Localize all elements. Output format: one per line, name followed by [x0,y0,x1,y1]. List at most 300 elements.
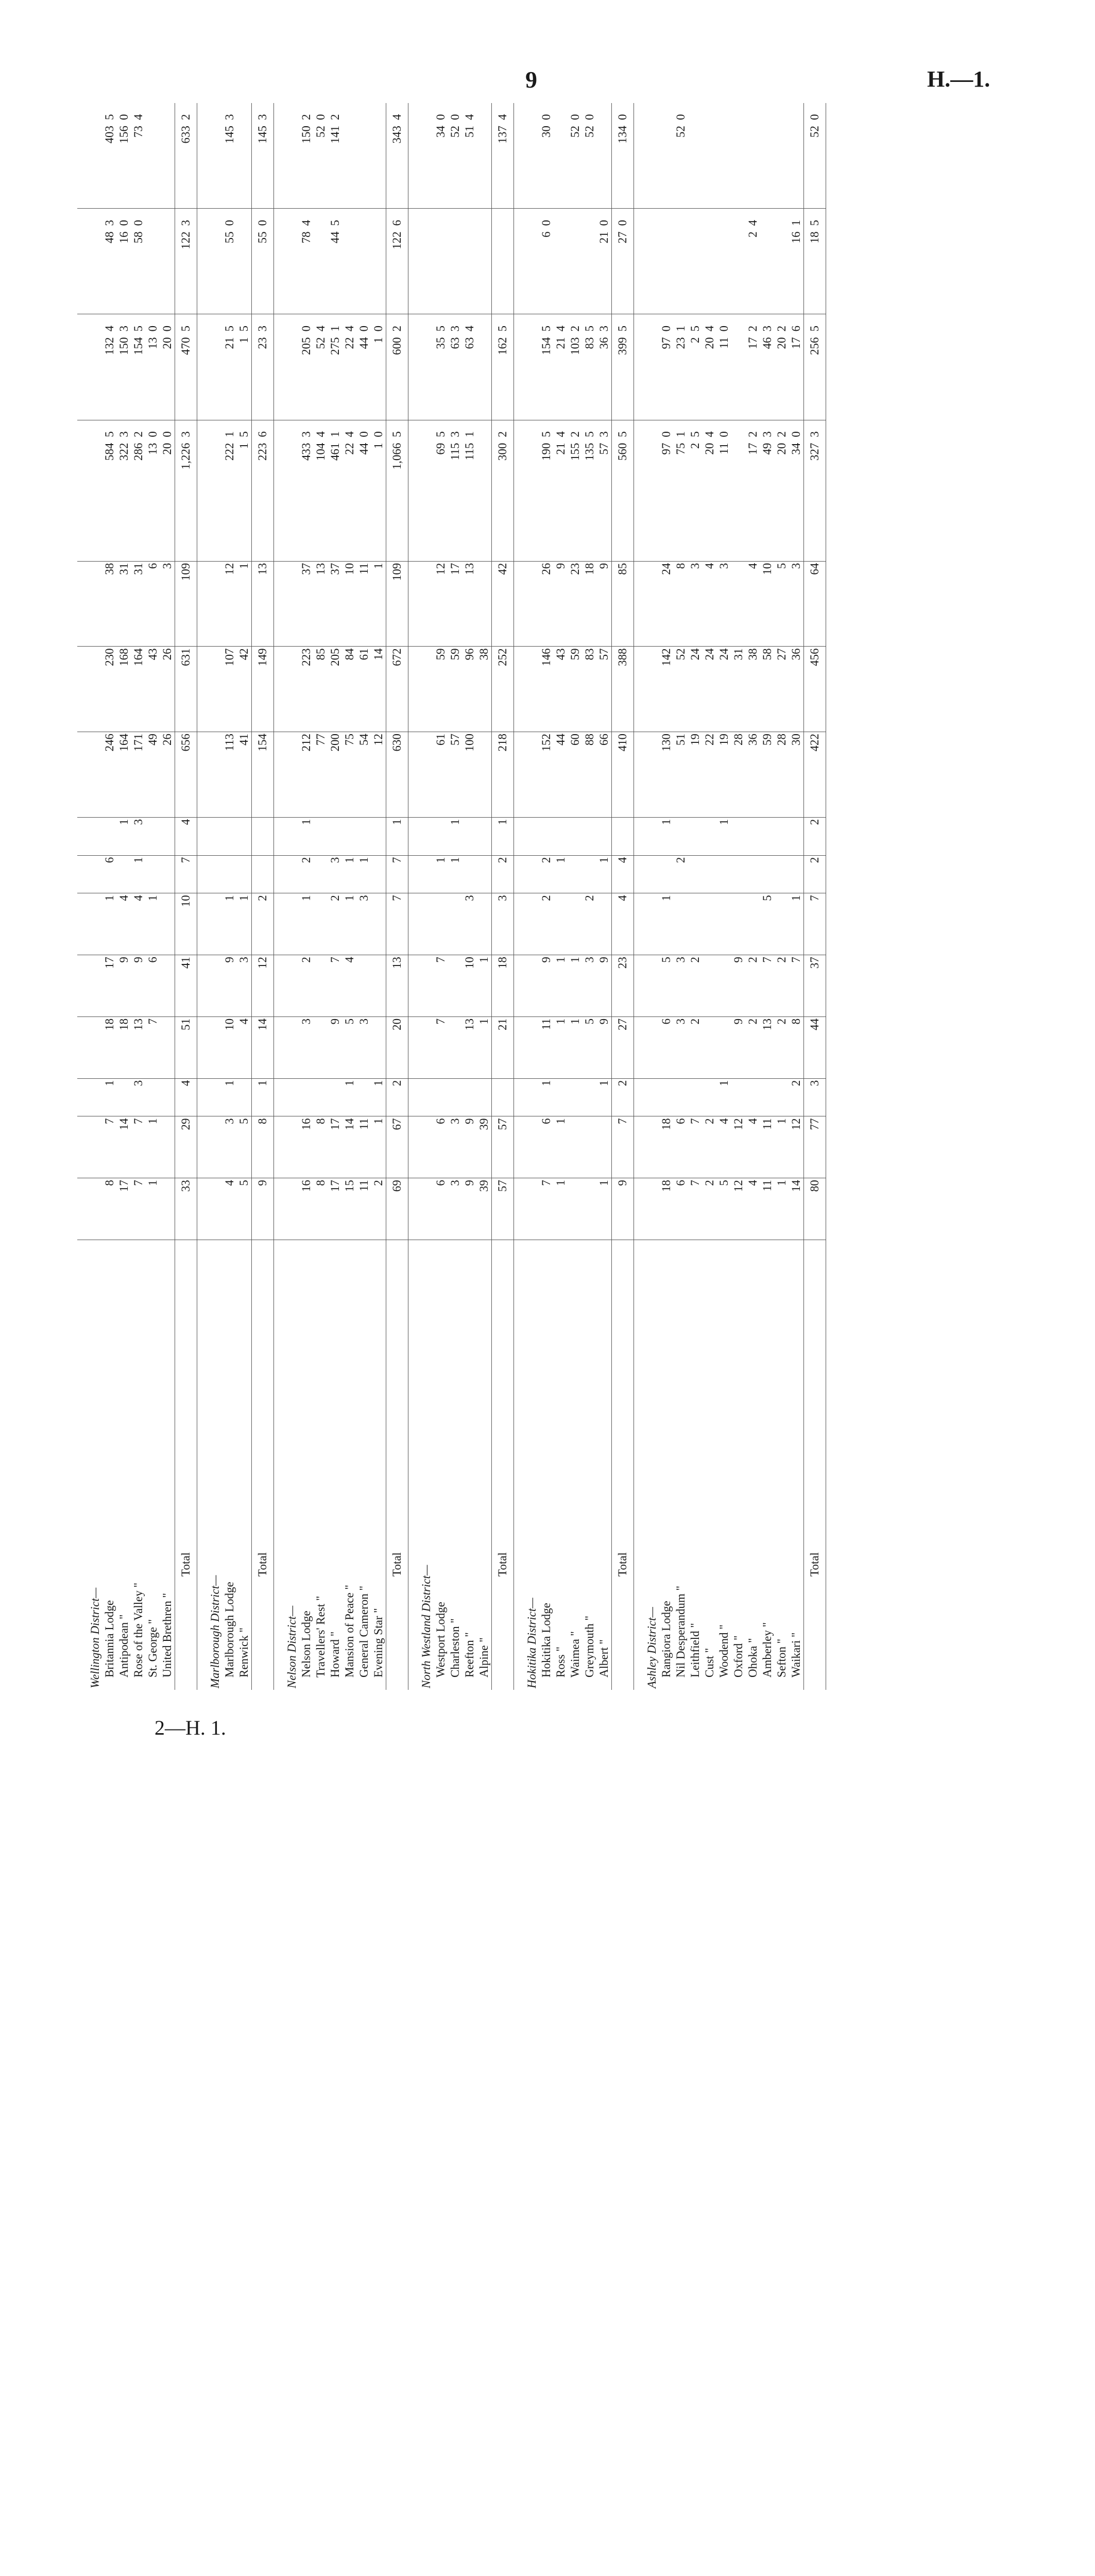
cell-col-1: 1 [597,1178,612,1240]
cell-col-12: 20 [775,442,789,562]
cell-col-19: 0 [569,114,581,120]
cell-col-15: 4 [703,326,716,332]
cell-col-19: 0 [674,114,687,120]
cell-col-16 [197,230,223,314]
cell-col-19 [597,103,612,124]
total-row [612,103,634,1690]
cell-col-12: 327 [804,442,826,562]
lodge-row [434,103,448,1690]
cell-col-2 [408,1116,434,1178]
cell-col-5: 9 [117,955,131,1017]
cell-col-7 [237,855,252,893]
cell-col-4: 1 [554,1016,568,1078]
lodge-row [146,103,160,1690]
cell-col-3 [514,1078,540,1116]
cell-col-11 [634,561,660,647]
lodge-row [131,103,146,1690]
cell-col-11: 6 [146,561,160,647]
cell-col-15: 5 [583,326,596,332]
cell-col-6: 1 [343,893,357,955]
cell-col-16 [463,230,477,314]
cell-col-18: 343 [386,124,408,209]
district-name: Wellington District— [77,1240,102,1690]
cell-col-11 [274,561,300,647]
cell-col-2: 16 [299,1116,314,1178]
cell-col-6 [77,893,102,955]
cell-col-1: 16 [299,1178,314,1240]
cell-col-12: 155 [568,442,583,562]
cell-col-5: 3 [237,955,252,1017]
cell-col-7: 7 [386,855,408,893]
cell-col-14: 46 [760,336,775,420]
cell-col-4 [448,1016,463,1078]
cell-col-9 [634,732,660,818]
total-row [804,103,826,1690]
cell-col-15 [731,314,746,336]
cell-col-12 [514,442,540,562]
cell-col-7: 2 [299,855,314,893]
cell-col-13: 2 [775,431,788,437]
cell-col-14: 275 [328,336,343,420]
cell-col-16: 122 [386,230,408,314]
cell-col-15: 5 [223,326,236,332]
cell-col-16 [160,230,175,314]
cell-col-9: 77 [314,732,328,818]
cell-col-12: 75 [674,442,688,562]
cell-col-5: 2 [688,955,703,1017]
cell-col-1: 9 [463,1178,477,1240]
cell-col-9: 152 [539,732,554,818]
cell-col-10: 672 [386,647,408,732]
lodge-name: Ohoka " [746,1240,760,1690]
cell-col-13: 1 [463,431,476,437]
cell-col-16: 78 [299,230,314,314]
cell-col-18 [514,124,540,209]
lodge-row [117,103,131,1690]
cell-col-13: 5 [237,431,250,437]
cell-col-10: 146 [539,647,554,732]
cell-col-13: 3 [175,420,197,442]
cell-col-16 [408,230,434,314]
cell-col-2: 18 [659,1116,674,1178]
cell-col-9: 12 [371,732,386,818]
cell-col-18: 52 [448,124,463,209]
cell-col-15: 4 [554,326,567,332]
cell-col-2: 29 [175,1116,197,1178]
cell-col-13 [408,420,434,442]
lodge-row [674,103,688,1690]
cell-col-2: 7 [688,1116,703,1178]
cell-col-2: 7 [131,1116,146,1178]
cell-col-3 [117,1078,131,1116]
cell-col-19: 0 [117,114,130,120]
cell-col-18 [371,124,386,209]
cell-col-6: 10 [175,893,197,955]
cell-col-14: 103 [568,336,583,420]
cell-col-11: 13 [252,561,274,647]
cell-col-10: 43 [146,647,160,732]
cell-col-14: 23 [252,336,274,420]
cell-col-14: 150 [117,336,131,420]
cell-col-15: 5 [612,314,634,336]
cell-col-6 [314,893,328,955]
cell-col-5: 1 [477,955,492,1017]
lodge-row [448,103,463,1690]
cell-col-19 [703,103,717,124]
cell-col-15: 6 [790,326,802,332]
cell-col-11: 3 [717,561,731,647]
cell-col-17 [197,209,223,230]
cell-col-13: 5 [386,420,408,442]
cell-col-11: 23 [568,561,583,647]
cell-col-6 [674,893,688,955]
cell-col-6 [634,893,660,955]
cell-col-8 [146,817,160,855]
cell-col-7: 1 [357,855,371,893]
cell-col-19 [160,103,175,124]
cell-col-8 [731,817,746,855]
cell-col-10: 205 [328,647,343,732]
cell-col-17: 0 [612,209,634,230]
cell-col-11 [514,561,540,647]
cell-col-3 [146,1078,160,1116]
cell-col-6 [703,893,717,955]
cell-col-5: 12 [252,955,274,1017]
cell-col-16 [146,230,160,314]
cell-col-18 [554,124,568,209]
cell-col-11: 5 [775,561,789,647]
cell-col-11: 24 [659,561,674,647]
cell-col-11: 1 [237,561,252,647]
cell-col-2: 7 [102,1116,117,1178]
cell-col-9: 49 [146,732,160,818]
lodge-row [299,103,314,1690]
cell-col-18 [634,124,660,209]
cell-col-1: 6 [674,1178,688,1240]
cell-col-18 [717,124,731,209]
cell-col-7: 2 [539,855,554,893]
cell-col-18 [703,124,717,209]
cell-col-14 [408,336,434,420]
cell-col-9: 212 [299,732,314,818]
cell-col-1: 1 [554,1178,568,1240]
cell-col-6: 2 [252,893,274,955]
cell-col-1: 17 [117,1178,131,1240]
cell-col-10 [77,647,102,732]
cell-col-4: 11 [539,1016,554,1078]
cell-col-17 [343,209,357,230]
lodge-name: United Brethren " [160,1240,175,1690]
cell-col-9: 19 [688,732,703,818]
cell-col-9: 66 [597,732,612,818]
cell-col-6 [371,893,386,955]
cell-col-1: 4 [746,1178,760,1240]
cell-col-1 [568,1178,583,1240]
cell-col-15: 5 [175,314,197,336]
cell-col-15: 2 [775,326,788,332]
cell-col-2 [77,1116,102,1178]
cell-col-2: 14 [117,1116,131,1178]
rotated-table-container [77,114,1095,2576]
cell-col-8 [634,817,660,855]
cell-col-15: 1 [674,326,687,332]
cell-col-13: 2 [492,420,514,442]
cell-col-13: 0 [790,431,802,437]
cell-col-17: 4 [300,219,313,226]
cell-col-11: 3 [789,561,804,647]
cell-col-16 [237,230,252,314]
cell-col-3 [328,1078,343,1116]
cell-col-4: 14 [252,1016,274,1078]
lodge-row [160,103,175,1690]
cell-col-5: 2 [299,955,314,1017]
cell-col-1: 8 [314,1178,328,1240]
cell-col-16 [274,230,300,314]
cell-col-6: 1 [146,893,160,955]
cell-col-7: 4 [612,855,634,893]
cell-col-11: 42 [492,561,514,647]
cell-col-19: 0 [583,114,596,120]
cell-col-8 [274,817,300,855]
cell-col-17: 0 [252,209,274,230]
cell-col-6 [688,893,703,955]
cell-col-1: 9 [252,1178,274,1240]
cell-col-9: 44 [554,732,568,818]
cell-col-14: 21 [554,336,568,420]
cell-col-19: 0 [804,103,826,124]
cell-col-17 [77,209,102,230]
cell-col-8: 4 [175,817,197,855]
cell-col-2: 9 [463,1116,477,1178]
cell-col-15: 4 [103,326,116,332]
cell-col-17: 5 [804,209,826,230]
cell-col-4: 9 [597,1016,612,1078]
cell-col-16 [434,230,448,314]
footer-signature: 2—H. 1. [155,1716,226,1739]
cell-col-2: 12 [789,1116,804,1178]
cell-col-12 [274,442,300,562]
cell-col-5 [197,955,223,1017]
cell-col-13: 0 [146,431,159,437]
lodge-row [703,103,717,1690]
cell-col-8 [760,817,775,855]
cell-col-6: 1 [237,893,252,955]
cell-col-3 [703,1078,717,1116]
cell-col-17: 0 [117,219,130,226]
cell-col-13: 1 [674,431,687,437]
lodge-row [583,103,597,1690]
cell-col-14: 20 [703,336,717,420]
cell-col-18 [274,124,300,209]
cell-col-9: 60 [568,732,583,818]
cell-col-7 [408,855,434,893]
cell-col-10 [274,647,300,732]
lodge-row [328,103,343,1690]
cell-col-14 [634,336,660,420]
cell-col-2: 39 [477,1116,492,1178]
lodge-name: Britannia Lodge [102,1240,117,1690]
cell-col-3 [554,1078,568,1116]
cell-col-7 [463,855,477,893]
cell-col-6 [568,893,583,955]
cell-col-11: 3 [160,561,175,647]
cell-col-8 [252,817,274,855]
cell-col-18: 141 [328,124,343,209]
lodge-row [775,103,789,1690]
cell-col-19 [274,103,300,124]
cell-col-3 [775,1078,789,1116]
cell-col-15: 2 [386,314,408,336]
cell-col-4: 13 [131,1016,146,1078]
lodge-row [237,103,252,1690]
lodge-name: Reefton " [463,1240,477,1690]
cell-col-8 [703,817,717,855]
cell-col-6: 2 [328,893,343,955]
cell-col-6 [746,893,760,955]
cell-col-13: 4 [314,431,327,437]
cell-col-16: 16 [789,230,804,314]
district-name: Nelson District— [274,1240,300,1690]
cell-col-17: 1 [790,219,802,226]
cell-col-10: 52 [674,647,688,732]
cell-col-4: 1 [477,1016,492,1078]
cell-col-18 [160,124,175,209]
cell-col-14: 23 [674,336,688,420]
lodge-name: Sefton " [775,1240,789,1690]
cell-col-5 [408,955,434,1017]
cell-col-19: 0 [434,114,447,120]
cell-col-4: 7 [434,1016,448,1078]
cell-col-11: 109 [175,561,197,647]
cell-col-13: 5 [540,431,553,437]
cell-col-11: 26 [539,561,554,647]
cell-col-1: 6 [434,1178,448,1240]
cell-col-16 [760,230,775,314]
cell-col-9: 61 [434,732,448,818]
cell-col-3 [357,1078,371,1116]
lodge-name: St. George " [146,1240,160,1690]
cell-col-10 [634,647,660,732]
cell-col-14: 162 [492,336,514,420]
cell-col-15: 4 [314,326,327,332]
cell-col-8 [568,817,583,855]
cell-col-13: 0 [717,431,730,437]
cell-col-2: 8 [252,1116,274,1178]
cell-col-13: 3 [761,431,774,437]
cell-col-10: 43 [554,647,568,732]
cell-col-3: 2 [612,1078,634,1116]
cell-col-14: 20 [160,336,175,420]
cell-col-12: 1 [237,442,252,562]
cell-col-1 [634,1178,660,1240]
lodge-row [731,103,746,1690]
lodge-row [688,103,703,1690]
cell-col-4 [634,1016,660,1078]
cell-col-18: 156 [117,124,131,209]
cell-col-7 [197,855,223,893]
cell-col-19 [408,103,434,124]
cell-col-6: 5 [760,893,775,955]
cell-col-1: 9 [612,1178,634,1240]
cell-col-18 [357,124,371,209]
cell-col-8 [343,817,357,855]
cell-col-12: 20 [703,442,717,562]
cell-col-14: 1 [237,336,252,420]
cell-col-1: 14 [789,1178,804,1240]
cell-col-16 [448,230,463,314]
cell-col-9: 41 [237,732,252,818]
cell-col-16: 48 [102,230,117,314]
cell-col-8: 1 [386,817,408,855]
cell-col-7 [775,855,789,893]
cell-col-11: 9 [597,561,612,647]
cell-col-9: 19 [717,732,731,818]
total-label: Total [804,1240,826,1690]
lodge-row [357,103,371,1690]
cell-col-1: 69 [386,1178,408,1240]
cell-col-4: 9 [731,1016,746,1078]
cell-col-1: 57 [492,1178,514,1240]
cell-col-4: 1 [568,1016,583,1078]
cell-col-18: 34 [434,124,448,209]
cell-col-13: 5 [103,431,116,437]
cell-col-4: 3 [674,1016,688,1078]
cell-col-8 [746,817,760,855]
cell-col-2 [514,1116,540,1178]
cell-col-9: 75 [343,732,357,818]
cell-col-13 [477,420,492,442]
cell-col-10: 24 [703,647,717,732]
cell-col-18: 30 [539,124,554,209]
cell-col-11: 9 [554,561,568,647]
cell-col-15: 3 [449,326,461,332]
cell-col-17 [568,209,583,230]
district-row [274,103,300,1690]
cell-col-5: 37 [804,955,826,1017]
cell-col-19 [717,103,731,124]
cell-col-16 [775,230,789,314]
cell-col-13: 1 [329,431,341,437]
cell-col-10: 142 [659,647,674,732]
cell-col-12: 584 [102,442,117,562]
cell-col-8 [514,817,540,855]
cell-col-15: 0 [146,326,159,332]
cell-col-12: 104 [314,442,328,562]
cell-col-18: 150 [299,124,314,209]
cell-col-7: 1 [597,855,612,893]
cell-col-12 [634,442,660,562]
cell-col-10: 24 [688,647,703,732]
cell-col-14: 205 [299,336,314,420]
cell-col-16 [554,230,568,314]
cell-col-5 [160,955,175,1017]
cell-col-4: 13 [760,1016,775,1078]
cell-col-5: 7 [434,955,448,1017]
cell-col-15: 0 [161,326,174,332]
lodge-row [223,103,237,1690]
cell-col-7 [514,855,540,893]
cell-col-8 [434,817,448,855]
cell-col-19: 4 [492,103,514,124]
cell-col-5: 2 [775,955,789,1017]
cell-col-12: 560 [612,442,634,562]
cell-col-5: 2 [746,955,760,1017]
cell-col-16: 55 [252,230,274,314]
cell-col-11: 31 [117,561,131,647]
cell-col-7 [760,855,775,893]
cell-col-17 [274,209,300,230]
cell-col-2: 5 [237,1116,252,1178]
